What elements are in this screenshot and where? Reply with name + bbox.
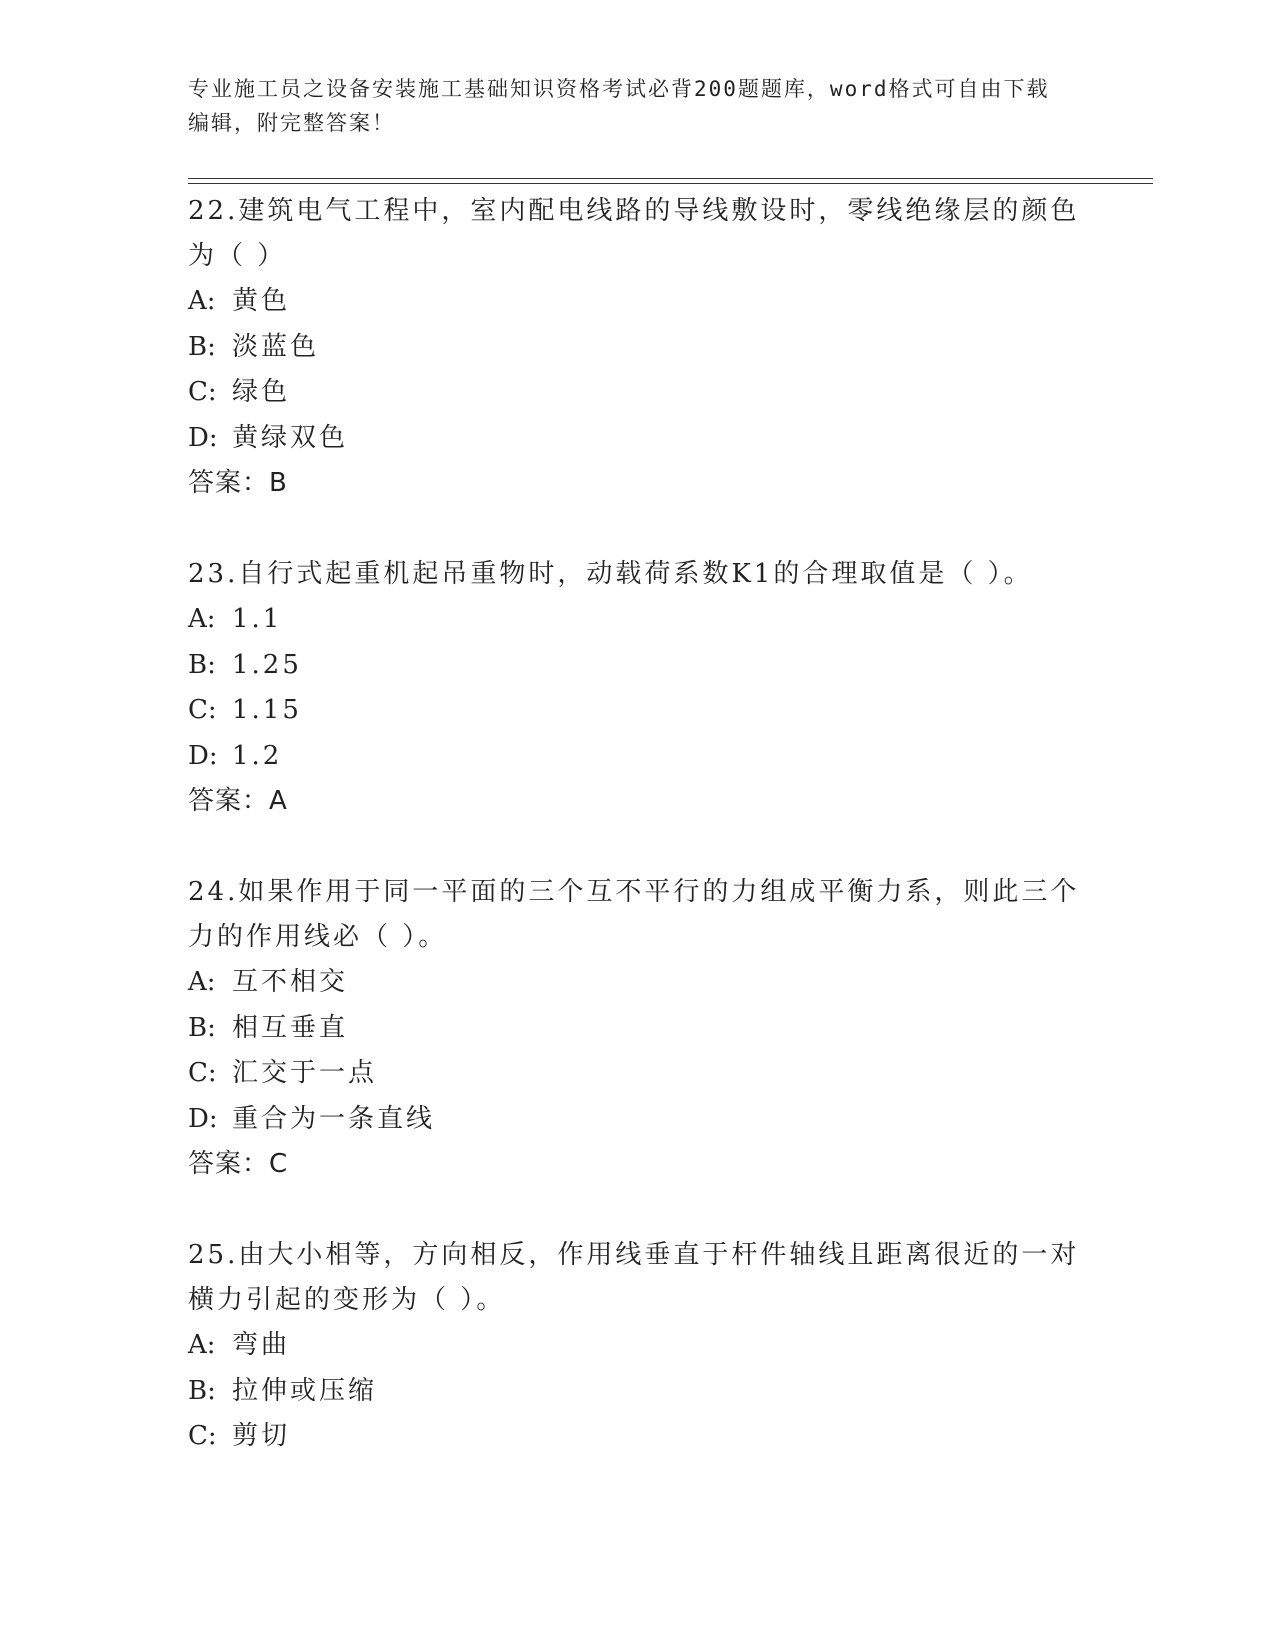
option-letter: C:: [188, 695, 217, 725]
option-c: [188, 370, 1088, 416]
option-letter: A:: [188, 1330, 216, 1360]
option-text: 汇交于一点: [232, 1058, 378, 1088]
question-25: [188, 1233, 1088, 1460]
answer-line: [188, 1142, 1088, 1187]
option-a: [188, 597, 1088, 643]
option-text: 剪切: [232, 1421, 291, 1451]
option-b: [188, 325, 1088, 371]
option-letter: B:: [188, 649, 216, 680]
question-list: [188, 189, 1088, 1506]
question-22: [188, 189, 1088, 506]
option-text: 1.25: [232, 649, 302, 680]
option-a: [188, 279, 1088, 325]
option-letter: C:: [188, 1058, 217, 1088]
answer-label: 答案：: [188, 468, 270, 498]
answer-label: 答案：: [188, 1149, 270, 1179]
option-b: [188, 1369, 1088, 1415]
option-letter: A:: [188, 604, 216, 634]
option-text: 互不相交: [232, 967, 349, 997]
option-text: 黄色: [232, 286, 291, 316]
document-header: 专业施工员之设备安装施工基础知识资格考试必背200题题库，word格式可自由下载编辑，附完整答案！: [188, 77, 1050, 135]
option-letter: D:: [188, 1103, 218, 1134]
answer-value: B: [269, 468, 288, 498]
option-letter: D:: [188, 740, 218, 771]
option-text: 淡蓝色: [232, 331, 320, 362]
answer-value: A: [269, 786, 288, 816]
option-letter: B:: [188, 1375, 216, 1406]
header-divider-bottom: [188, 183, 1153, 184]
option-letter: D:: [188, 422, 218, 453]
option-d: [188, 734, 1088, 780]
option-text: 绿色: [232, 377, 291, 407]
answer-value: C: [269, 1149, 289, 1179]
option-letter: C:: [188, 1421, 217, 1451]
answer-line: [188, 779, 1088, 824]
question-text: 25.由大小相等，方向相反，作用线垂直于杆件轴线且距离很近的一对横力引起的变形为（ ）。: [188, 1240, 1080, 1315]
option-text: 弯曲: [232, 1330, 291, 1360]
option-a: [188, 960, 1088, 1006]
answer-line: [188, 461, 1088, 506]
question-24: [188, 870, 1088, 1187]
option-text: 相互垂直: [232, 1012, 349, 1043]
option-text: 拉伸或压缩: [232, 1375, 378, 1406]
option-a: [188, 1323, 1088, 1369]
option-letter: A:: [188, 286, 216, 316]
option-text: 1.15: [232, 695, 302, 725]
option-letter: C:: [188, 377, 217, 407]
option-b: [188, 643, 1088, 689]
option-c: [188, 1414, 1088, 1460]
option-c: [188, 1051, 1088, 1097]
option-c: [188, 688, 1088, 734]
question-23: [188, 552, 1088, 824]
question-text: 22.建筑电气工程中，室内配电线路的导线敷设时，零线绝缘层的颜色为（ ）: [188, 196, 1080, 271]
option-letter: B:: [188, 331, 216, 362]
header-divider-top: [188, 178, 1153, 179]
question-text: 24.如果作用于同一平面的三个互不平行的力组成平衡力系，则此三个力的作用线必（ ）。: [188, 877, 1080, 952]
option-text: 黄绿双色: [232, 422, 349, 453]
option-text: 1.2: [232, 740, 283, 771]
option-letter: B:: [188, 1012, 216, 1043]
option-d: [188, 1097, 1088, 1143]
option-letter: A:: [188, 967, 216, 997]
option-text: 重合为一条直线: [232, 1103, 436, 1134]
option-b: [188, 1006, 1088, 1052]
question-text: 23.自行式起重机起吊重物时，动载荷系数K1的合理取值是（ ）。: [188, 559, 1033, 589]
option-text: 1.1: [232, 604, 283, 634]
answer-label: 答案：: [188, 786, 270, 816]
option-d: [188, 416, 1088, 462]
